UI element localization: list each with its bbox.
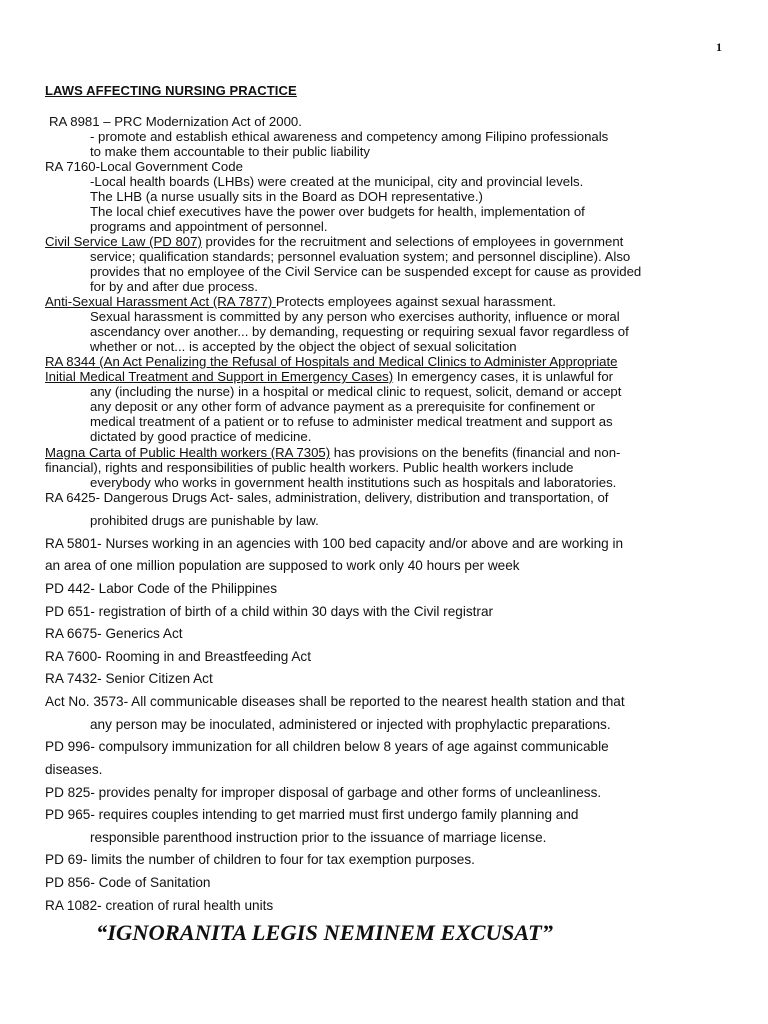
law-ra-8981: RA 8981 – PRC Modernization Act of 2000.	[49, 114, 302, 129]
law-pd-996: PD 996- compulsory immunization for all children below 8 years of age against communicable	[45, 739, 609, 754]
page-number: 1	[716, 40, 722, 54]
law-text-line: any person may be inoculated, administered or injected with prophylactic preparations.	[90, 717, 611, 732]
law-name: Anti-Sexual Harassment Act (RA 7877)	[45, 294, 276, 309]
law-ra-7877	[45, 294, 556, 309]
law-text-line: financial), rights and responsibilities of public health workers. Public health workers include	[45, 460, 574, 475]
law-text-line: service; qualification standards; personnel evaluation system; and personnel discipline). Also	[90, 249, 631, 264]
law-text-line: Sexual harassment is committed by any person who exercises authority, influence or moral	[90, 309, 620, 324]
law-text: has provisions on the benefits (financial and non-	[330, 445, 621, 460]
law-text-line: provides that no employee of the Civil Service can be suspended except for cause as provided	[90, 264, 642, 279]
law-pd-69: PD 69- limits the number of children to four for tax exemption purposes.	[45, 852, 475, 867]
law-text-line: whether or not... is accepted by the object the object of sexual solicitation	[90, 339, 517, 354]
law-text: In emergency cases, it is unlawful for	[393, 369, 614, 384]
law-pd-856: PD 856- Code of Sanitation	[45, 875, 211, 890]
law-text-line: any deposit or any other form of advance payment as a prerequisite for confinement or	[90, 399, 596, 414]
law-ra-7600: RA 7600- Rooming in and Breastfeeding Act	[45, 649, 312, 664]
law-text-line: The LHB (a nurse usually sits in the Board as DOH representative.)	[90, 189, 483, 204]
law-text-line: prohibited drugs are punishable by law.	[90, 513, 319, 528]
law-text-line: to make them accountable to their public liability	[90, 144, 371, 159]
law-text: Protects employees against sexual harassment.	[275, 294, 556, 309]
law-name: Initial Medical Treatment and Support in Emergency Cases)	[45, 369, 394, 384]
law-ra-7160: RA 7160-Local Government Code	[45, 159, 243, 174]
law-ra-7305	[45, 445, 620, 460]
law-ra-6425: RA 6425- Dangerous Drugs Act- sales, administration, delivery, distribution and transportation, of	[45, 490, 609, 505]
law-text-line: - promote and establish ethical awareness and competency among Filipino professionals	[90, 129, 609, 144]
law-text: provides for the recruitment and selections of employees in government	[201, 234, 624, 249]
law-pd-442: PD 442- Labor Code of the Philippines	[45, 581, 277, 596]
law-text-line: dictated by good practice of medicine.	[90, 429, 312, 444]
law-ra-5801: RA 5801- Nurses working in an agencies with 100 bed capacity and/or above and are working in	[45, 536, 624, 551]
law-ra-1082: RA 1082- creation of rural health units	[45, 898, 274, 913]
law-name: Magna Carta of Public Health workers (RA 7305)	[45, 445, 331, 460]
law-pd-825: PD 825- provides penalty for improper disposal of garbage and other forms of uncleanliness.	[45, 785, 602, 800]
law-ra-8344-cont	[45, 369, 613, 384]
law-text-line: for by and after due process.	[90, 279, 258, 294]
law-text-line: everybody who works in government health institutions such as hospitals and laboratories.	[90, 475, 617, 490]
law-text-line: programs and appointment of personnel.	[90, 219, 328, 234]
law-text-line: The local chief executives have the power over budgets for health, implementation of	[90, 204, 585, 219]
document-title: LAWS AFFECTING NURSING PRACTICE	[45, 83, 297, 98]
law-pd-807	[45, 234, 623, 249]
law-act-3573: Act No. 3573- All communicable diseases shall be reported to the nearest health station and that	[45, 694, 625, 709]
law-text-line: medical treatment of a patient or to refuse to administer medical treatment and support as	[90, 414, 613, 429]
law-pd-965: PD 965- requires couples intending to get married must first undergo family planning and	[45, 807, 579, 822]
law-text-line: any (including the nurse) in a hospital or medical clinic to request, solicit, demand or accept	[90, 384, 622, 399]
law-text-line: responsible parenthood instruction prior to the issuance of marriage license.	[90, 830, 547, 845]
law-ra-7432: RA 7432- Senior Citizen Act	[45, 671, 213, 686]
law-name: Civil Service Law (PD 807)	[45, 234, 202, 249]
law-pd-651: PD 651- registration of birth of a child within 30 days with the Civil registrar	[45, 604, 494, 619]
latin-motto: “IGNORANITA LEGIS NEMINEM EXCUSAT”	[96, 920, 554, 945]
law-text-line: an area of one million population are supposed to work only 40 hours per week	[45, 558, 520, 573]
law-text-line: ascendancy over another... by demanding, requesting or requiring sexual favor regardless of	[90, 324, 629, 339]
law-ra-6675: RA 6675- Generics Act	[45, 626, 183, 641]
law-text-line: -Local health boards (LHBs) were created at the municipal, city and provincial levels.	[90, 174, 584, 189]
law-ra-8344: RA 8344 (An Act Penalizing the Refusal of Hospitals and Medical Clinics to Administer Appropriate	[45, 354, 618, 369]
law-text-line: diseases.	[45, 762, 103, 777]
